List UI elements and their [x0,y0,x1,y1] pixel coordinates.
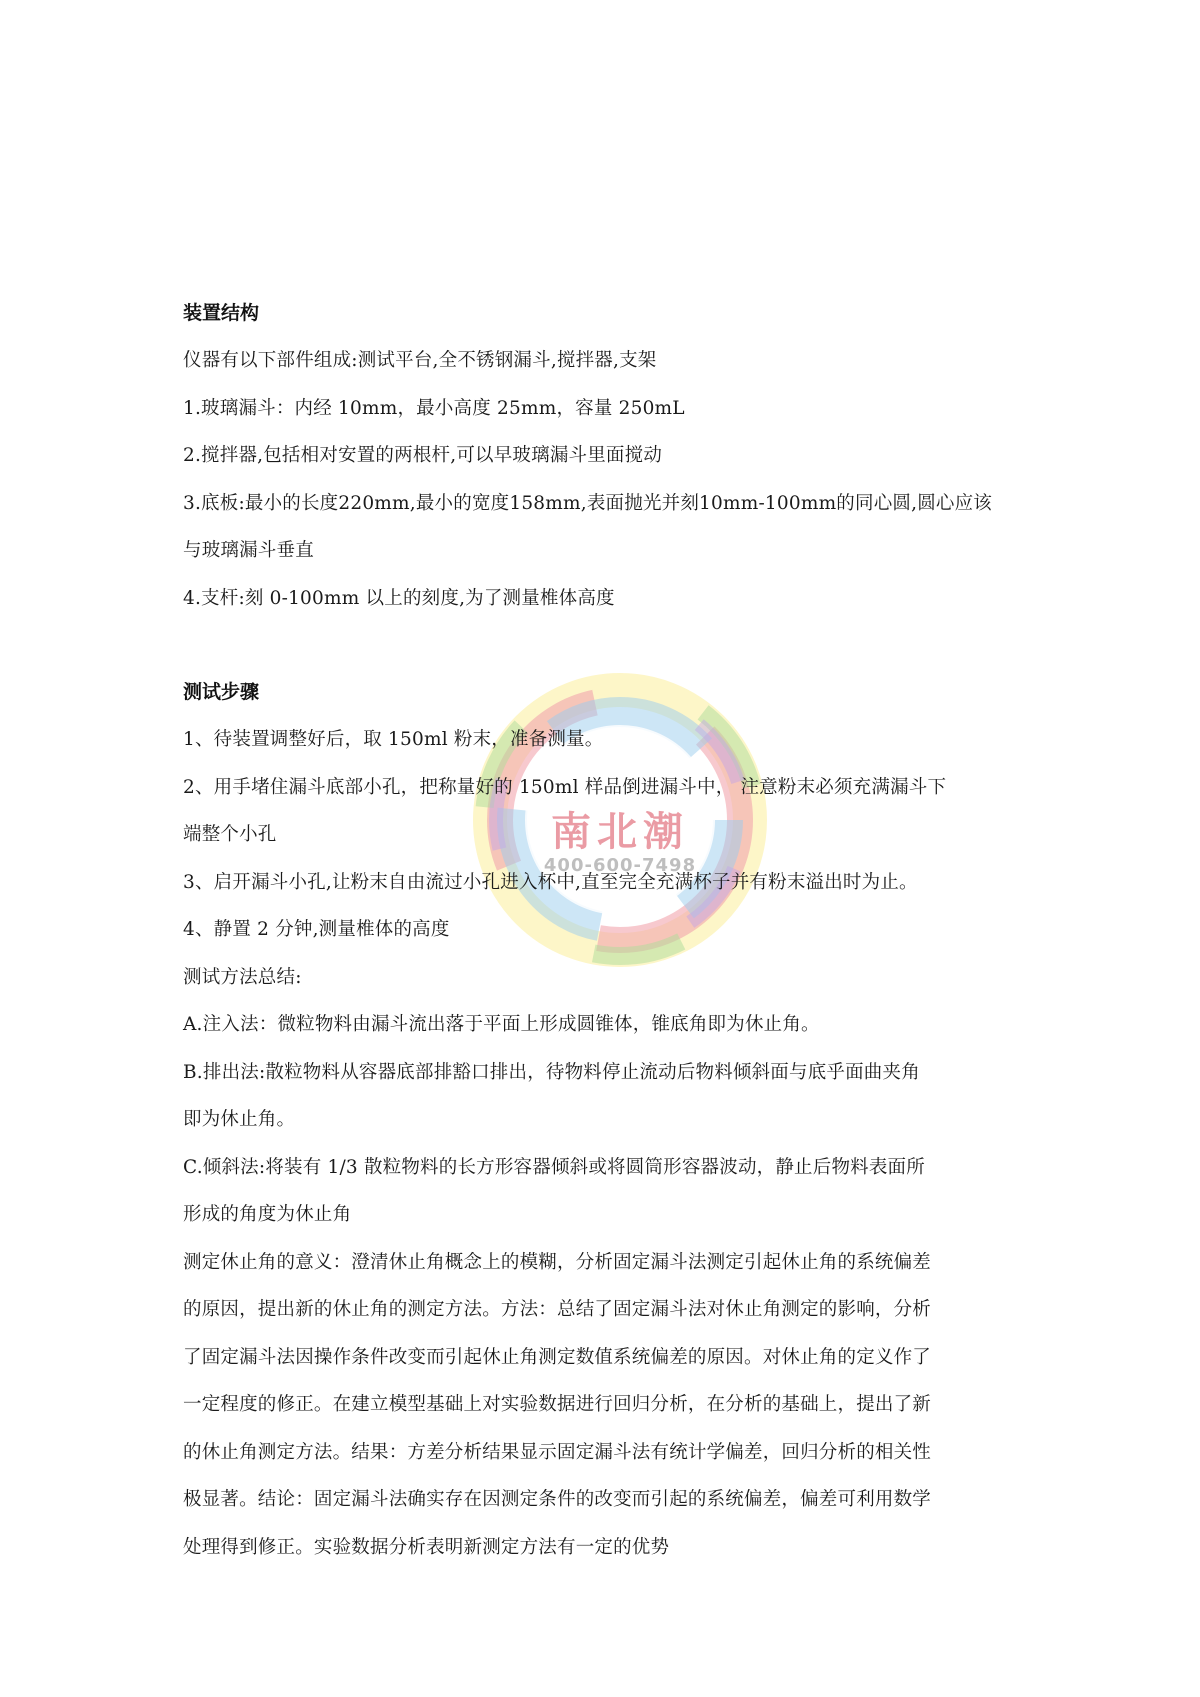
steps-line: 3、启开漏斗小孔,让粉末自由流过小孔进入杯中,直至完全充满杯子并有粉末溢出时为止。 [183,871,918,893]
steps-line: A.注入法：微粒物料由漏斗流出落于平面上形成圆锥体，锥底角即为休止角。 [183,1014,820,1035]
structure-line: 3.底板:最小的长度220mm,最小的宽度158mm,表面抛光并刻10mm-100mm的同心圆,圆心应该 [183,492,992,514]
structure-line: 4.支杆:刻 0-100mm 以上的刻度,为了测量椎体高度 [183,587,615,609]
watermark-phone: 400-600-7498 [543,855,697,876]
steps-line: B.排出法:散粒物料从容器底部排豁口排出，待物料停止流动后物料倾斜面与底乎面曲夹角 [183,1061,920,1083]
steps-line: 处理得到修正。实验数据分析表明新测定方法有一定的优势 [183,1536,670,1558]
steps-line: 了固定漏斗法因操作条件改变而引起休止角测定数值系统偏差的原因。对休止角的定义作了 [183,1346,932,1368]
section-gap [183,622,1033,669]
steps-line: 测试方法总结: [183,966,302,988]
steps-line: 4、静置 2 分钟,测量椎体的高度 [183,919,450,940]
structure-line: 1.玻璃漏斗：内经 10mm，最小高度 25mm，容量 250mL [183,397,685,419]
steps-line: 形成的角度为休止角 [183,1204,352,1225]
steps-line: 端整个小孔 [183,824,277,845]
structure-line: 与玻璃漏斗垂直 [183,540,314,561]
steps-line: 即为休止角。 [183,1109,296,1130]
steps-line: C.倾斜法:将装有 1/3 散粒物料的长方形容器倾斜或将圆筒形容器波动，静止后物料表面所 [183,1156,925,1178]
section-heading-steps: 测试步骤 [183,681,260,703]
document-body [183,290,1033,1571]
steps-line: 一定程度的修正。在建立模型基础上对实验数据进行回归分析，在分析的基础上，提出了新 [183,1394,932,1415]
steps-line: 1、待装置调整好后，取 150ml 粉末，准备测量。 [183,729,604,750]
steps-line: 测定休止角的意义：澄清休止角概念上的模糊，分析固定漏斗法测定引起休止角的系统偏差 [183,1251,932,1273]
steps-line: 2、用手堵住漏斗底部小孔，把称量好的 150ml 样品倒进漏斗中， 注意粉末必须充满漏斗下 [183,776,947,798]
section-heading-structure: 装置结构 [183,302,260,324]
steps-line: 极显著。结论：固定漏斗法确实存在因测定条件的改变而引起的系统偏差，偏差可利用数学 [183,1489,932,1510]
steps-line: 的原因，提出新的休止角的测定方法。方法：总结了固定漏斗法对休止角测定的影响，分析 [183,1299,932,1320]
steps-line: 的休止角测定方法。结果：方差分析结果显示固定漏斗法有统计学偏差，回归分析的相关性 [183,1441,932,1463]
structure-line: 2.搅拌器,包括相对安置的两根杆,可以早玻璃漏斗里面搅动 [183,445,663,466]
structure-line: 仪器有以下部件组成:测试平台,全不锈钢漏斗,搅拌器,支架 [183,350,657,371]
watermark-brand: 南北潮 [551,809,689,855]
